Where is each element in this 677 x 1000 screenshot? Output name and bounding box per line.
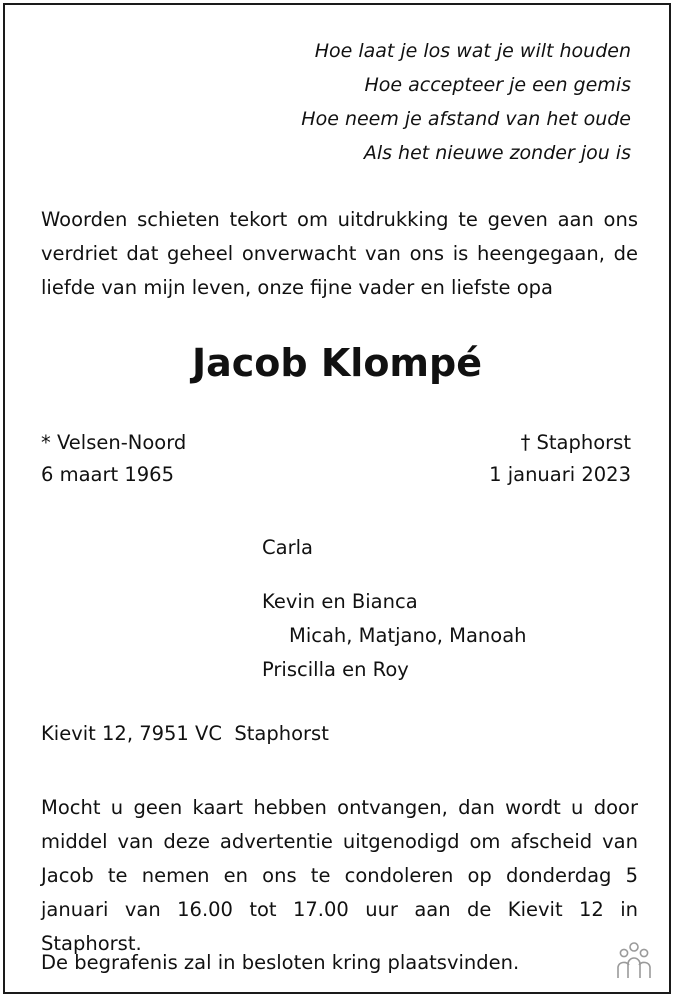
poem-line-4: Als het nieuwe zonder jou is — [363, 142, 631, 164]
family-list — [262, 531, 527, 687]
family-grandchildren: Micah, Matjano, Manoah — [289, 624, 527, 647]
family-child-2: Priscilla en Roy — [262, 658, 409, 681]
birth-date: 6 maart 1965 — [41, 463, 174, 486]
visitation-text: Mocht u geen kaart hebben ontvangen, dan wordt u door middel van deze advertentie uitgenodigd om afscheid van Jacob te nemen en ons te condoleren op donderdag 5 januari van 16.00 tot 17.00 uur aan de Kievit 12 in Staphorst. — [41, 796, 638, 955]
address: Kievit 12, 7951 VC Staphorst — [41, 722, 329, 745]
visitation-paragraph — [41, 791, 638, 961]
death-place: † Staphorst — [520, 431, 631, 454]
birth-info — [41, 427, 186, 491]
family-partner: Carla — [262, 536, 313, 559]
birth-place: * Velsen-Noord — [41, 431, 187, 454]
poem-line-1: Hoe laat je los wat je wilt houden — [314, 40, 631, 62]
funeral-notice: De begrafenis zal in besloten kring plaatsvinden. — [41, 951, 520, 974]
deceased-name: Jacob Klompé — [192, 341, 482, 385]
intro-paragraph — [41, 203, 638, 305]
poem — [301, 34, 631, 170]
intro-text: Woorden schieten tekort om uitdrukking te geven aan ons verdriet dat geheel onverwacht van ons is heengegaan, de liefde van mijn leven, onze fijne vader en liefste opa — [41, 208, 638, 299]
poem-line-3: Hoe neem je afstand van het oude — [301, 108, 631, 130]
death-date: 1 januari 2023 — [489, 463, 631, 486]
people-group-icon — [613, 940, 655, 980]
death-info — [489, 427, 631, 491]
poem-line-2: Hoe accepteer je een gemis — [364, 74, 631, 96]
obituary-card — [3, 3, 671, 994]
family-child-1: Kevin en Bianca — [262, 590, 418, 613]
